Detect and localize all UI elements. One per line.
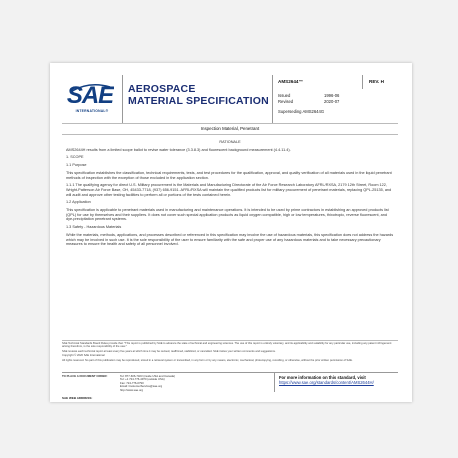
info-heading: For more information on this standard, visit: [279, 375, 366, 380]
rationale-heading: RATIONALE: [219, 140, 241, 144]
copyright: Copyright © 2020 SAE International: [62, 354, 105, 358]
revised-label: Revised: [278, 99, 294, 104]
document-number: AMS2644™: [278, 79, 304, 84]
document-footer: [62, 340, 398, 400]
document-page: [50, 63, 412, 402]
section-heading: 1.2 Application: [66, 200, 91, 205]
contact-info: [120, 375, 270, 392]
section-heading: 1.1 Purpose: [66, 163, 87, 168]
rights-note: All rights reserved. No part of this publication may be reproduced, stored in a retrieval system or transmitted, in any form or by any means, electronic, mechanical, photocopying, recording, or otherwise, without the prior written permission of SAE.: [62, 358, 353, 362]
sae-logo-caption: INTERNATIONAL®: [75, 109, 109, 113]
phone-inside: Tel: 877-606-7323 (inside USA and Canada): [120, 374, 175, 378]
superseding-note: Superseding AMS2644G: [278, 109, 325, 114]
fax: Fax: 724-776-0790: [120, 380, 144, 385]
sae-logo: [66, 79, 114, 117]
order-label: TO PLACE A DOCUMENT ORDER:: [62, 374, 108, 378]
title-line-1: AEROSPACE: [128, 83, 196, 95]
phone-outside: Tel: +1 724-776-4970 (outside USA): [120, 377, 165, 382]
info-box: [274, 373, 398, 392]
header-divider: [272, 75, 273, 123]
footer-note: SAE Technical Standards Board Rules provide that: "This report is published by SAE to advance the state of technical and engineering sciences. The use of this report is entirely voluntary, and its applicability and suitability for any particular use, including any patent infringement arising therefrom, is the sole responsibility of the user.": [62, 342, 392, 349]
paragraph: This specification is applicable to penetrant materials used in manufacturing and maintenance operations. It is intended to be used by prime contractors in establishing an approved products list (QPL) for use by themselves and their suppliers. It does not cover such special application products as liquid oxygen compatible, high or low temperatures, thixotropic, reverse fluorescent, and dye-precipitation penetrant systems.: [66, 208, 389, 222]
document-body: [66, 140, 394, 250]
doc-type-title: [128, 83, 270, 107]
revised-value: 2020-07: [324, 99, 340, 104]
header-divider: [362, 75, 363, 89]
order-box: [62, 372, 398, 393]
footer-note: SAE reviews each technical report at least every five years at which time it may be revised, reaffirmed, stabilized, or cancelled. SAE invites your written comments and suggestions.: [62, 349, 276, 353]
sae-logo-mark-icon: [66, 79, 114, 109]
document-header: [62, 75, 398, 124]
paragraph: While the materials, methods, applications, and processes described or referenced in this specification may involve the use of hazardous materials, this specification does not address the hazards which may be involved in such use. It is the sole responsibility of the user to ensure familiarity with the safe and proper use of any hazardous materials and to take necessary precautionary measures to ensure the health and safety of all personnel involved.: [66, 232, 394, 247]
standard-url-link[interactable]: https://www.sae.org/standards/content/AMS2644H/: [279, 380, 374, 385]
title-line-2: MATERIAL SPECIFICATION: [128, 95, 269, 107]
spec-title: Inspection Material, Penetrant: [62, 124, 398, 135]
rationale-text: AMS2644H results from a limited scope ballot to revise water tolerance (3.3.8.3) and fluorescent background measurement (4.4.11.4).: [66, 147, 291, 152]
header-divider: [122, 75, 123, 123]
issued-value: 1996-06: [324, 93, 340, 98]
issued-label: Issued: [278, 93, 291, 98]
paragraph: This specification establishes the classification, technical requirements, tests, and test procedures for the qualification, approval, and quality verification of all materials used in the liquid penetrant methods of inspection with the exception of those excluded in the application section.: [66, 170, 392, 180]
section-heading: 1.3 Safety - Hazardous Materials: [66, 225, 122, 230]
website-link[interactable]: http://www.sae.org: [120, 387, 144, 392]
paragraph: 1.1.1 The qualifying agency for direct U.S. Military procurement is the Materials and Manufacturing Directorate of the Air Force Research Laboratory AFRL/RXSA, 2179 12th Street, Room 122, Wright-Patterson Air Force Base, OH, 45433-7718, (937) 656-9151. AFRL/RXSA will maintain the qualified products list for military procurement of penetrant materials, replacing QPL-25135, and will audit and approve other testing facilities to perform all or portions of the tests contained herein.: [66, 183, 392, 197]
section-heading: 1. SCOPE: [66, 155, 84, 160]
svg-text:SAE: SAE: [66, 82, 114, 109]
web-address-label: SAE WEB ADDRESS:: [62, 396, 93, 400]
revision-label: REV. H: [369, 79, 384, 84]
email-link[interactable]: Email: CustomerService@sae.org: [120, 384, 163, 389]
